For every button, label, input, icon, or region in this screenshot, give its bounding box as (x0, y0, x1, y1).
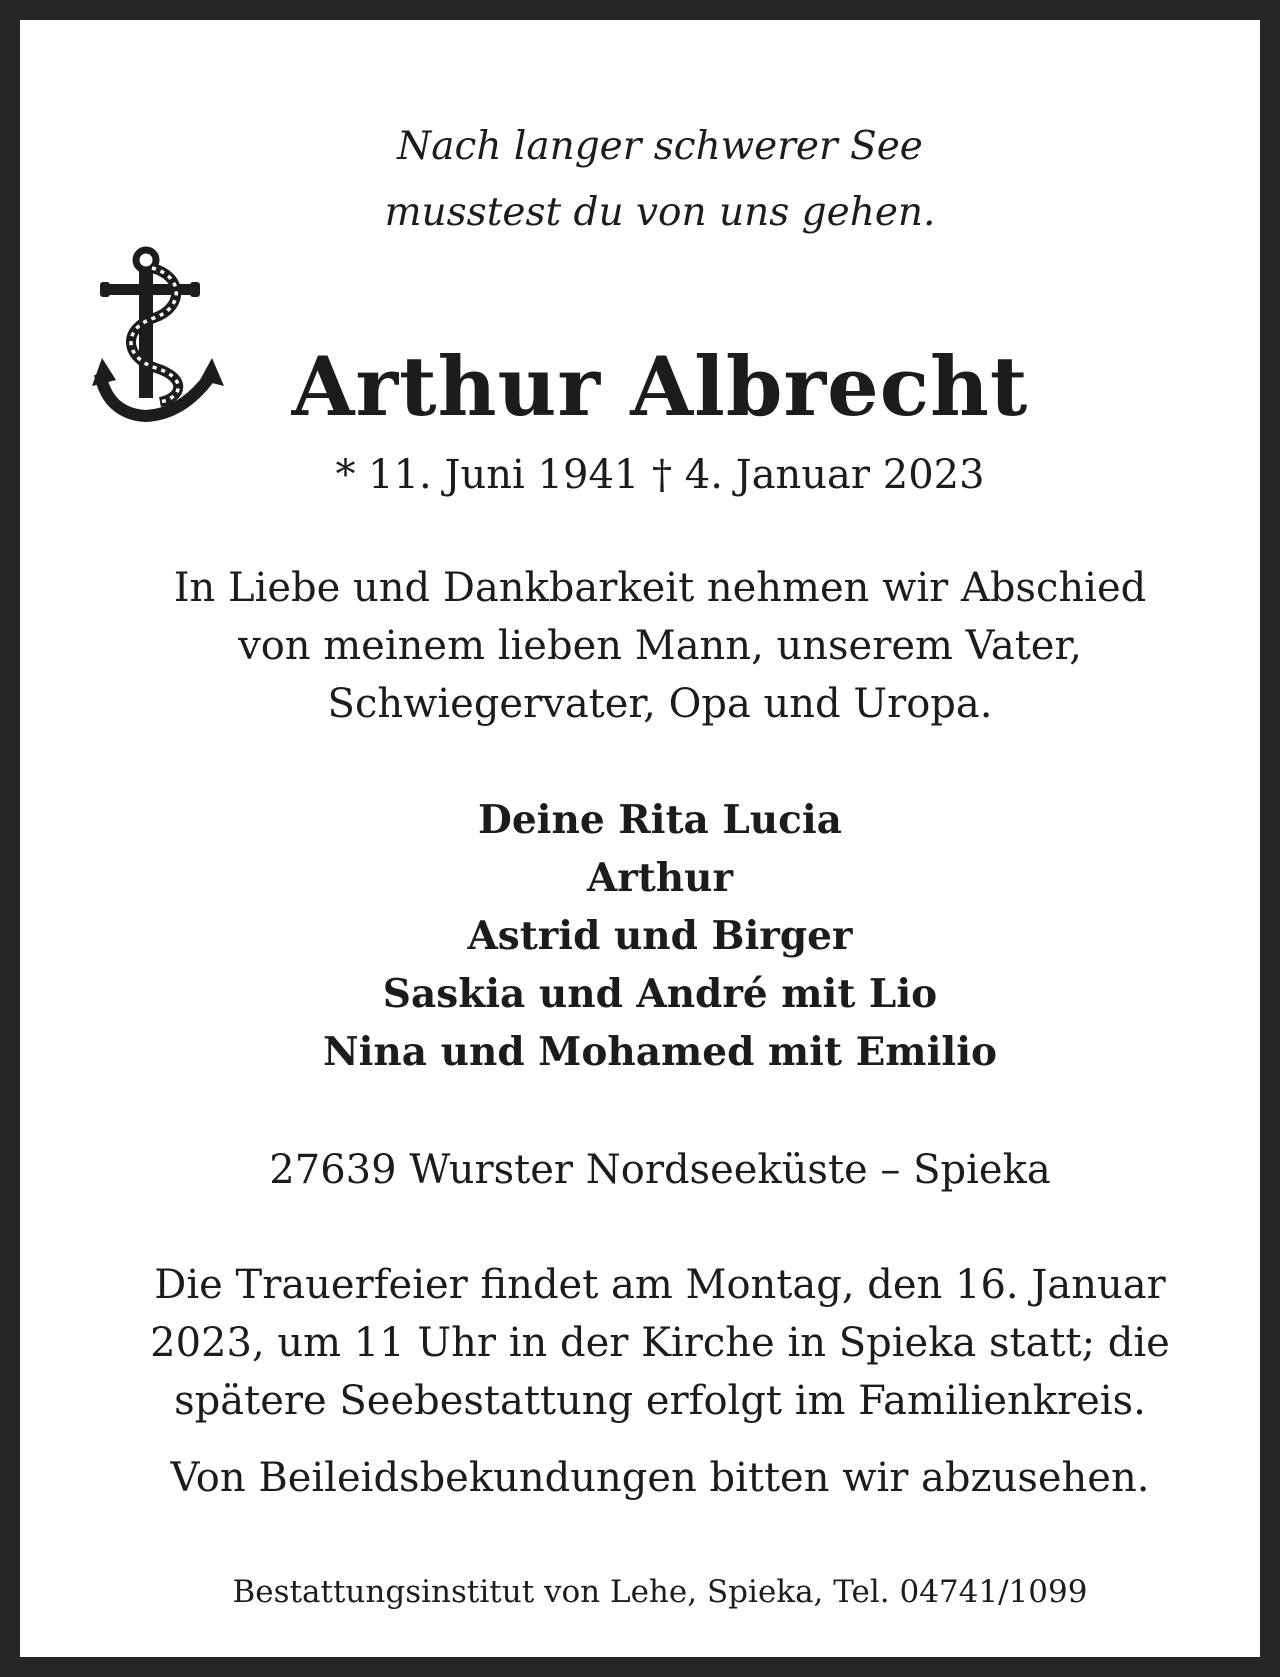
ceremony-line: spätere Seebestattung erfolgt im Familienkreis. (174, 1378, 1146, 1424)
motto-line: musstest du von uns gehen. (384, 190, 936, 235)
family-member: Saskia und André mit Lio (382, 971, 938, 1017)
family-member: Nina und Mohamed mit Emilio (322, 1029, 998, 1075)
deceased-name: Arthur Albrecht (291, 340, 1029, 435)
farewell-line: von meinem lieben Mann, unserem Vater, (238, 623, 1082, 669)
condolence-note: Von Beileidsbekundungen bitten wir abzusehen. (170, 1455, 1150, 1501)
family-signatures (20, 791, 1280, 1081)
family-member: Deine Rita Lucia (478, 797, 842, 843)
farewell-text (20, 559, 1280, 733)
farewell-line: In Liebe und Dankbarkeit nehmen wir Abschied (173, 565, 1147, 611)
motto (20, 114, 1280, 246)
ceremony-line: 2023, um 11 Uhr in der Kirche in Spieka statt; die (150, 1320, 1170, 1366)
ceremony-text (20, 1256, 1280, 1430)
family-address: 27639 Wurster Nordseeküste – Spieka (269, 1147, 1051, 1193)
life-dates: * 11. Juni 1941 † 4. Januar 2023 (335, 452, 985, 498)
ceremony-line: Die Trauerfeier findet am Montag, den 16. Januar (154, 1262, 1166, 1308)
motto-line: Nach langer schwerer See (397, 124, 923, 169)
farewell-line: Schwiegervater, Opa und Uropa. (327, 681, 993, 727)
family-member: Arthur (586, 855, 734, 901)
family-member: Astrid und Birger (467, 913, 853, 959)
undertaker-info: Bestattungsinstitut von Lehe, Spieka, Tel. 04741/1099 (232, 1574, 1088, 1610)
